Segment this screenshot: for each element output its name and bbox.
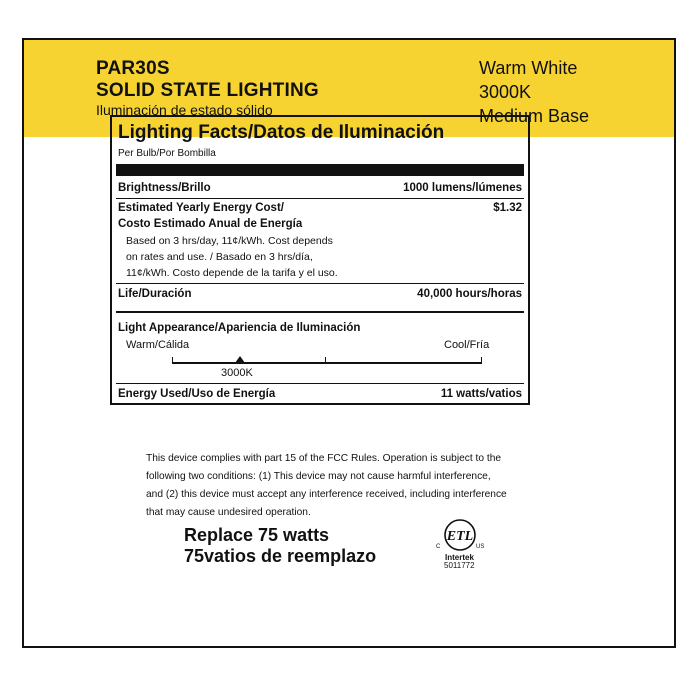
product-subtitle: Iluminación de estado sólido xyxy=(96,102,273,118)
life-label: Life/Duración xyxy=(118,288,192,300)
etl-mark: ETL xyxy=(446,529,474,544)
product-model: PAR30S xyxy=(96,58,170,79)
fcc-statement xyxy=(146,450,546,522)
appearance-warm-label: Warm/Cálida xyxy=(126,339,190,351)
spec-color: Warm White xyxy=(479,58,578,78)
cost-label-es: Costo Estimado Anual de Energía xyxy=(118,218,303,230)
divider xyxy=(116,198,524,199)
cost-label-en: Estimated Yearly Energy Cost/ xyxy=(118,202,284,214)
cert-service: Intertek xyxy=(445,553,474,562)
appearance-label: Light Appearance/Apariencia de Iluminación xyxy=(118,322,361,334)
spec-base: Medium Base xyxy=(479,106,590,126)
scale-tick xyxy=(172,357,173,363)
scale-tick xyxy=(325,357,326,363)
brightness-label: Brightness/Brillo xyxy=(118,182,211,194)
energy-value: 11 watts/vatios xyxy=(440,388,522,400)
life-value: 40,000 hours/horas xyxy=(417,288,522,300)
cost-note-2: on rates and use. / Basado en 3 hrs/día, xyxy=(126,251,313,263)
cost-note-3: 11¢/kWh. Costo depende de la tarifa y el uso. xyxy=(126,267,338,279)
appearance-marker-label: 3000K xyxy=(221,367,253,379)
appearance-scale xyxy=(172,362,482,364)
brightness-value: 1000 lumens/lúmenes xyxy=(403,182,522,194)
fcc-line-4: that may cause undesired operation. xyxy=(146,507,311,518)
spec-temperature: 3000K xyxy=(479,82,532,102)
cost-value: $1.32 xyxy=(493,202,522,214)
facts-header-bar xyxy=(116,164,524,176)
cost-note-1: Based on 3 hrs/day, 11¢/kWh. Cost depends xyxy=(126,235,333,247)
etl-country-right: US xyxy=(476,544,485,550)
replace-spanish: 75vatios de reemplazo xyxy=(184,546,377,566)
lighting-facts-panel xyxy=(110,115,530,405)
fcc-line-2: following two conditions: (1) This device may not cause harmful interference, xyxy=(146,471,491,482)
fcc-line-3: and (2) this device must accept any interference received, including interference xyxy=(146,489,507,500)
divider xyxy=(116,283,524,284)
facts-per-bulb: Per Bulb/Por Bombilla xyxy=(118,148,216,159)
appearance-marker-icon xyxy=(235,356,245,363)
facts-title: Lighting Facts/Datos de Iluminación xyxy=(118,122,445,143)
energy-label: Energy Used/Uso de Energía xyxy=(118,388,276,400)
replace-english: Replace 75 watts xyxy=(184,525,330,545)
divider xyxy=(116,311,524,313)
etl-country-left: C xyxy=(436,544,441,550)
fcc-line-1: This device complies with part 15 of the FCC Rules. Operation is subject to the xyxy=(146,453,502,464)
scale-tick xyxy=(481,357,482,363)
cert-number: 5011772 xyxy=(444,561,475,570)
product-title: SOLID STATE LIGHTING xyxy=(96,80,319,101)
appearance-cool-label: Cool/Fría xyxy=(444,339,490,351)
divider xyxy=(116,383,524,384)
